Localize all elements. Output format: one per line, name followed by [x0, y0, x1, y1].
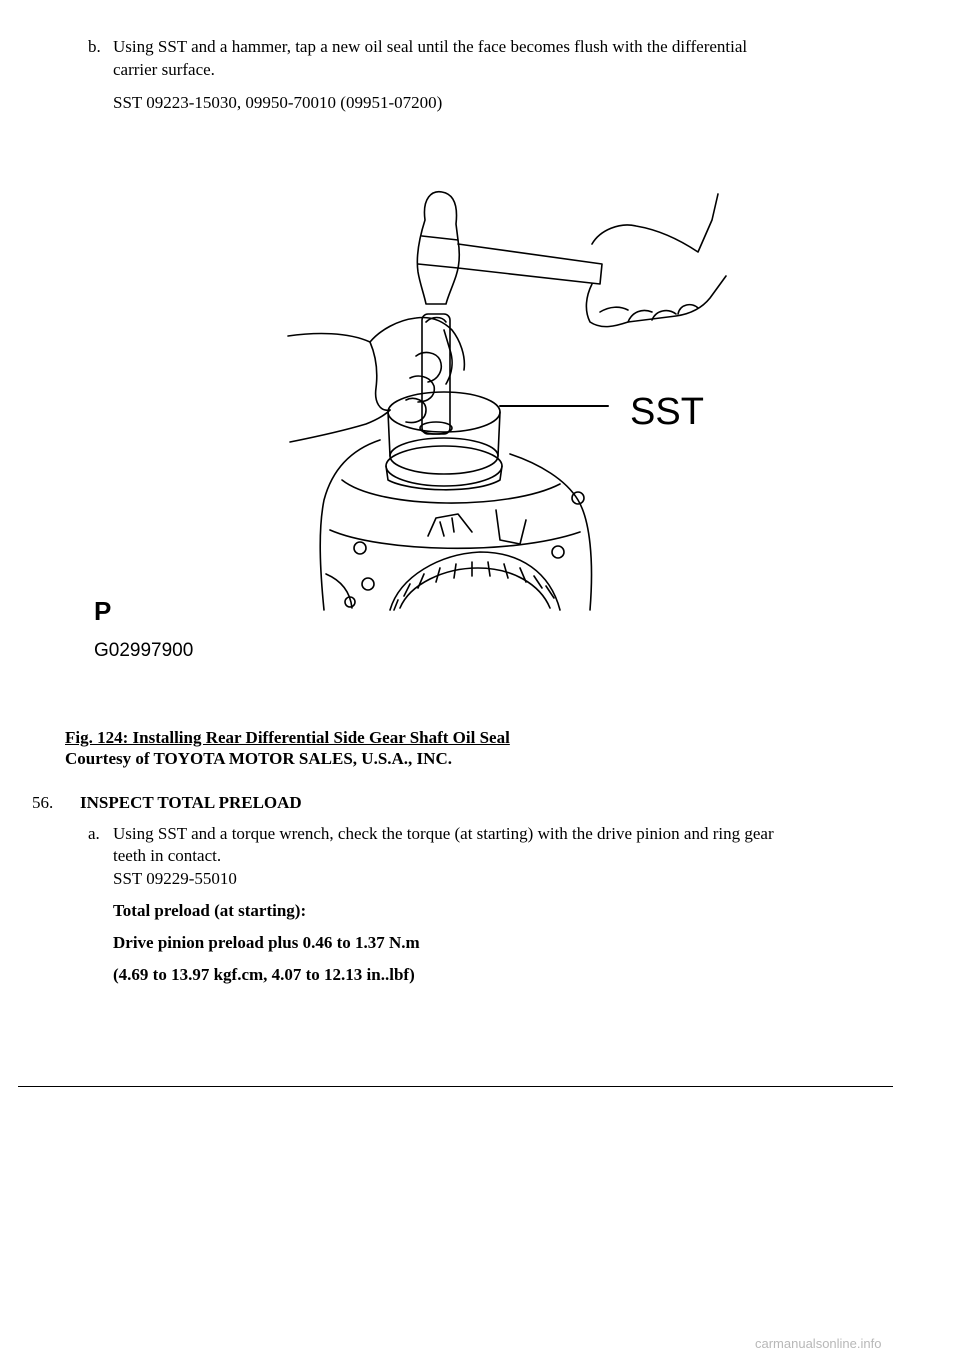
watermark: carmanualsonline.info — [755, 1336, 882, 1351]
figure-title-link[interactable]: Fig. 124: Installing Rear Differential Side Gear Shaft Oil Seal — [65, 728, 510, 747]
view-code: P — [94, 596, 112, 626]
image-code: G02997900 — [94, 640, 194, 661]
step-56a-text-line1: Using SST and a torque wrench, check the torque (at starting) with the drive pinion and ring gear — [113, 824, 774, 843]
step-56-number: 56. — [32, 793, 54, 812]
sst-callout-label: SST — [630, 391, 704, 433]
step-56a-sst: SST 09229-55010 — [113, 869, 237, 888]
step-56-heading: INSPECT TOTAL PRELOAD — [80, 793, 302, 812]
hammer-icon — [417, 192, 602, 304]
step-b-text-line1: Using SST and a hammer, tap a new oil seal until the face becomes flush with the differential — [113, 37, 748, 56]
differential-carrier-icon — [320, 440, 591, 610]
spec-line1: Drive pinion preload plus 0.46 to 1.37 N.m — [113, 933, 420, 952]
left-hand-icon — [288, 318, 464, 443]
right-hand-icon — [586, 194, 726, 327]
figure-illustration — [80, 180, 740, 670]
sst-tool-icon — [386, 314, 502, 490]
figure-courtesy: Courtesy of TOYOTA MOTOR SALES, U.S.A., INC. — [65, 749, 452, 768]
spec-label: Total preload (at starting): — [113, 901, 307, 920]
step-56a-marker: a. — [88, 824, 100, 843]
spec-line2: (4.69 to 13.97 kgf.cm, 4.07 to 12.13 in..lbf) — [113, 965, 415, 984]
step-b-sst: SST 09223-15030, 09950-70010 (09951-07200) — [113, 93, 443, 112]
step-b-marker: b. — [88, 37, 101, 56]
page-divider — [18, 1086, 893, 1087]
step-56a-text-line2: teeth in contact. — [113, 846, 222, 865]
step-b-text-line2: carrier surface. — [113, 60, 215, 79]
